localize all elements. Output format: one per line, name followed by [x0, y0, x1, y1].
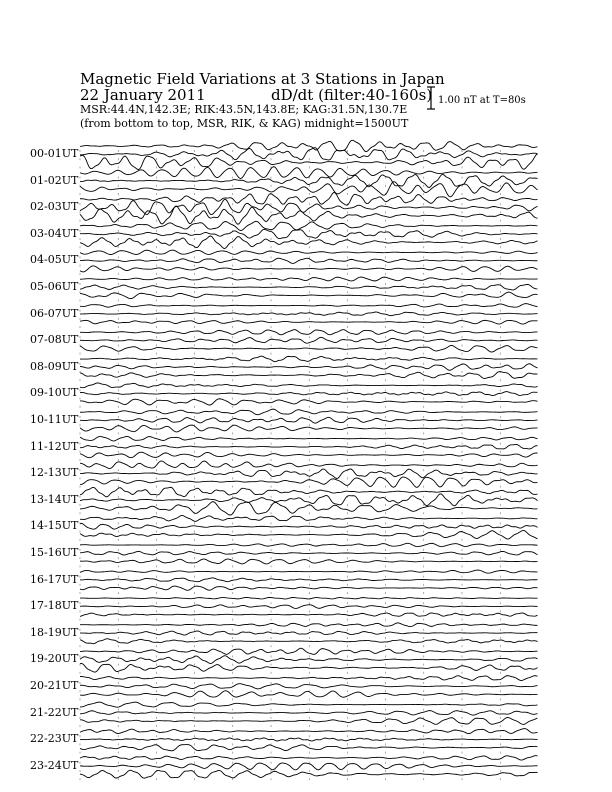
trace-line	[80, 477, 538, 487]
trace-ticks	[80, 576, 500, 578]
trace-ticks	[80, 602, 500, 604]
trace-ticks	[80, 230, 500, 232]
trace-ticks	[80, 353, 500, 355]
trace-line	[80, 258, 538, 263]
trace-ticks	[80, 273, 500, 275]
trace-line	[80, 236, 538, 249]
trace-ticks	[80, 344, 500, 346]
trace-line	[80, 756, 538, 761]
hour-label: 22-23UT	[30, 732, 79, 746]
hour-label: 15-16UT	[30, 546, 79, 559]
trace-line	[80, 452, 538, 458]
trace-ticks	[80, 265, 500, 267]
trace-ticks	[80, 539, 500, 541]
trace-ticks	[80, 770, 500, 772]
trace-line	[80, 676, 538, 681]
trace-ticks	[80, 486, 500, 488]
trace-line	[80, 597, 538, 598]
trace-ticks	[80, 432, 500, 434]
hour-label: 13-14UT	[30, 492, 79, 506]
hour-label: 05-06UT	[30, 280, 79, 293]
trace-ticks	[80, 762, 500, 764]
trace-line	[80, 551, 538, 555]
trace-line	[80, 425, 538, 432]
trace-ticks	[80, 193, 500, 195]
trace-ticks	[80, 735, 500, 737]
trace-ticks	[80, 504, 500, 506]
scale-label: 1.00 nT at T=80s	[438, 95, 526, 106]
hour-label: 17-18UT	[30, 599, 79, 613]
trace-line	[80, 383, 538, 388]
trace-ticks	[80, 220, 500, 222]
trace-ticks	[80, 592, 500, 594]
trace-line	[80, 717, 538, 724]
trace-ticks	[80, 379, 500, 381]
trace-ticks	[80, 610, 500, 612]
trace-ticks	[80, 299, 500, 301]
trace-ticks	[80, 177, 500, 179]
trace-ticks	[80, 291, 500, 293]
trace-line	[80, 364, 538, 370]
trace-line	[80, 559, 538, 564]
trace-line	[80, 623, 538, 627]
chart-date: 22 January 2011	[80, 86, 206, 104]
hour-label: 01-02UT	[30, 173, 79, 187]
chart-title: Magnetic Field Variations at 3 Stations in Japan	[80, 70, 445, 88]
trace-ticks	[80, 459, 500, 461]
trace-line	[80, 266, 538, 272]
hour-label: 21-22UT	[30, 705, 79, 719]
trace-ticks	[80, 778, 500, 780]
trace-ticks	[80, 690, 500, 692]
trace-line	[80, 738, 538, 741]
hour-label: 19-20UT	[30, 652, 79, 666]
station-order-note: (from bottom to top, MSR, RIK, & KAG) midnight=1500UT	[80, 117, 409, 130]
trace-line	[80, 691, 538, 697]
trace-line	[80, 346, 538, 353]
trace-ticks	[80, 672, 500, 674]
trace-ticks	[80, 655, 500, 657]
trace-line	[80, 770, 538, 778]
trace-line	[80, 284, 538, 289]
trace-line	[80, 494, 538, 506]
hour-label: 14-15UT	[30, 519, 79, 533]
trace-ticks	[80, 363, 500, 365]
trace-line	[80, 154, 538, 170]
trace-line	[80, 229, 538, 238]
trace-ticks	[80, 629, 500, 631]
trace-line	[80, 330, 538, 335]
trace-ticks	[80, 725, 500, 727]
trace-line	[80, 417, 538, 423]
trace-line	[80, 711, 538, 716]
trace-ticks	[80, 238, 500, 240]
trace-line	[80, 648, 538, 654]
trace-ticks	[80, 318, 500, 320]
hour-label: 00-01UT	[30, 147, 79, 160]
trace-line	[80, 663, 538, 672]
hour-label: 04-05UT	[30, 253, 79, 267]
trace-line	[80, 277, 538, 281]
trace-ticks	[80, 371, 500, 373]
hour-label: 02-03UT	[30, 200, 79, 214]
hour-label: 07-08UT	[30, 333, 79, 347]
trace-line	[80, 372, 538, 379]
trace-line	[80, 337, 538, 343]
hour-label: 06-07UT	[30, 306, 79, 320]
trace-line	[80, 763, 538, 770]
station-coords: MSR:44.4N,142.3E; RIK:43.5N,143.8E; KAG:31.5N,130.7E	[80, 103, 408, 116]
trace-line	[80, 729, 538, 734]
trace-ticks	[80, 477, 500, 479]
scale-bar	[427, 87, 435, 109]
trace-line	[80, 392, 538, 396]
trace-line	[80, 530, 538, 539]
trace-line	[80, 543, 538, 546]
trace-line	[80, 613, 538, 616]
trace-line	[80, 523, 538, 529]
hour-label: 09-10UT	[30, 386, 79, 400]
trace-line	[80, 444, 538, 449]
hour-label: 08-09UT	[30, 359, 79, 373]
trace-line	[80, 639, 538, 644]
trace-ticks	[80, 664, 500, 666]
trace-ticks	[80, 637, 500, 639]
trace-line	[80, 437, 538, 441]
hour-label: 18-19UT	[30, 625, 79, 639]
trace-ticks	[80, 310, 500, 312]
hour-label: 12-13UT	[30, 466, 79, 480]
hour-label: 23-24UT	[30, 758, 79, 772]
trace-ticks	[80, 565, 500, 567]
trace-line	[80, 320, 538, 324]
trace-ticks	[80, 682, 500, 684]
trace-ticks	[80, 752, 500, 754]
trace-line	[80, 199, 538, 214]
trace-ticks	[80, 416, 500, 418]
trace-ticks	[80, 398, 500, 400]
trace-line	[80, 656, 538, 664]
trace-line	[80, 586, 538, 590]
trace-line	[80, 578, 538, 582]
trace-line	[80, 193, 538, 206]
trace-ticks	[80, 158, 500, 160]
trace-line	[80, 399, 538, 405]
hour-label: 20-21UT	[30, 679, 79, 692]
trace-line	[80, 502, 538, 515]
trace-ticks	[80, 389, 500, 391]
hour-label: 11-12UT	[30, 439, 79, 453]
trace-line	[80, 148, 538, 160]
trace-ticks	[80, 326, 500, 328]
trace-ticks	[80, 698, 500, 700]
trace-ticks	[80, 717, 500, 719]
chart-filter: dD/dt (filter:40-160s)	[271, 86, 433, 104]
trace-line	[80, 312, 538, 316]
hour-label: 03-04UT	[30, 226, 79, 240]
trace-ticks	[80, 549, 500, 551]
trace-ticks	[80, 531, 500, 533]
trace-ticks	[80, 557, 500, 559]
trace-ticks	[80, 406, 500, 408]
hour-label: 10-11UT	[30, 413, 79, 426]
trace-line	[80, 221, 538, 230]
trace-line	[80, 356, 538, 362]
trace-ticks	[80, 283, 500, 285]
trace-line	[80, 631, 538, 635]
trace-line	[80, 250, 538, 254]
trace-line	[80, 684, 538, 689]
trace-line	[80, 292, 538, 299]
trace-ticks	[80, 443, 500, 445]
trace-ticks	[80, 619, 500, 621]
hour-label: 16-17UT	[30, 572, 79, 586]
trace-ticks	[80, 256, 500, 258]
trace-ticks	[80, 743, 500, 745]
trace-line	[80, 469, 538, 479]
trace-ticks	[80, 166, 500, 168]
trace-line	[80, 461, 538, 469]
trace-ticks	[80, 336, 500, 338]
trace-group	[80, 140, 538, 780]
trace-ticks	[80, 522, 500, 524]
trace-ticks	[80, 246, 500, 248]
trace-line	[80, 745, 538, 751]
trace-ticks	[80, 645, 500, 647]
trace-ticks	[80, 709, 500, 711]
trace-line	[80, 515, 538, 521]
trace-line	[80, 409, 538, 415]
trace-line	[80, 702, 538, 707]
trace-ticks	[80, 584, 500, 586]
trace-line	[80, 304, 538, 308]
trace-line	[80, 605, 538, 609]
trace-line	[80, 570, 538, 573]
